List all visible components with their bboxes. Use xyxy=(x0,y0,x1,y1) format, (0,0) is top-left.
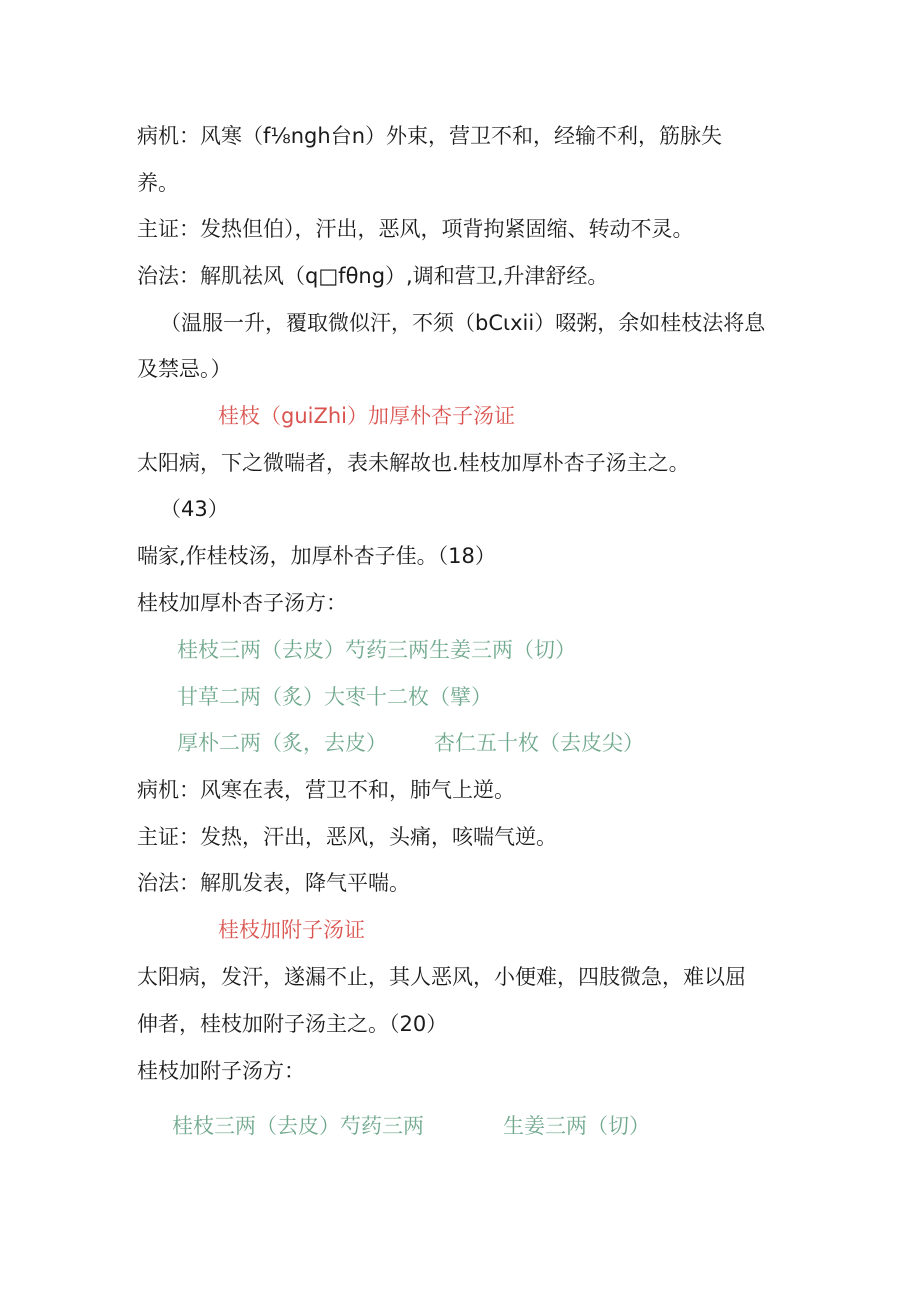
formula-ingredients-line-1: 桂枝三两（去皮）芍药三两生姜三两（切） xyxy=(177,638,576,662)
formula-ingredients-line-3a: 厚朴二两（炙，去皮） xyxy=(177,731,387,755)
main-symptoms-line: 主证：发热，汗出，恶风，头痛，咳喘气逆。 xyxy=(137,825,557,849)
pathogenesis-line-2: 养。 xyxy=(137,171,179,195)
clause-line-2: 伸者，桂枝加附子汤主之。（20） xyxy=(137,1012,448,1036)
formula-ingredients-line-1a: 桂枝三两（去皮）芍药三两 xyxy=(172,1114,424,1138)
pathogenesis-line-1: 病机：风寒（f⅛ngh台n）外束，营卫不和，经输不利，筋脉失 xyxy=(137,124,723,148)
formula-title: 桂枝加厚朴杏子汤方： xyxy=(137,591,347,615)
clause-line-1: 太阳病，下之微喘者，表未解故也.桂枝加厚朴杏子汤主之。 xyxy=(137,451,690,475)
section-heading-guizhi-houpu-xingzi: 桂枝（guiZhi）加厚朴杏子汤证 xyxy=(218,404,516,428)
formula-title: 桂枝加附子汤方： xyxy=(137,1059,305,1083)
formula-ingredients-line-2: 甘草二两（炙）大枣十二枚（擘） xyxy=(177,685,492,709)
pathogenesis-line: 病机：风寒在表，营卫不和，肺气上逆。 xyxy=(137,778,515,802)
note-line-2: 及禁忌。） xyxy=(137,357,232,381)
clause-line-1: 太阳病，发汗，遂漏不止，其人恶风，小便难，四肢微急，难以屈 xyxy=(137,965,746,989)
formula-ingredients-line-3b: 杏仁五十枚（去皮尖） xyxy=(434,731,644,755)
treatment-line: 治法：解肌祛风（q□fθng）,调和营卫,升津舒经。 xyxy=(137,264,609,288)
section-heading-guizhi-fuzi: 桂枝加附子汤证 xyxy=(218,918,365,942)
clause-line-2: （43） xyxy=(160,497,229,521)
formula-ingredients-line-1b: 生姜三两（切） xyxy=(503,1114,650,1138)
main-symptoms-line: 主证：发热但伯），汗出，恶风，项背拘紧固缩、转动不灵。 xyxy=(137,217,694,241)
clause-line-3: 喘家,作桂枝汤，加厚朴杏子佳。（18） xyxy=(137,544,496,568)
note-line-1: （温服一升，覆取微似汗，不须（bCιxii）啜粥，余如桂枝法将息 xyxy=(160,311,766,335)
treatment-line: 治法：解肌发表，降气平喘。 xyxy=(137,871,410,895)
